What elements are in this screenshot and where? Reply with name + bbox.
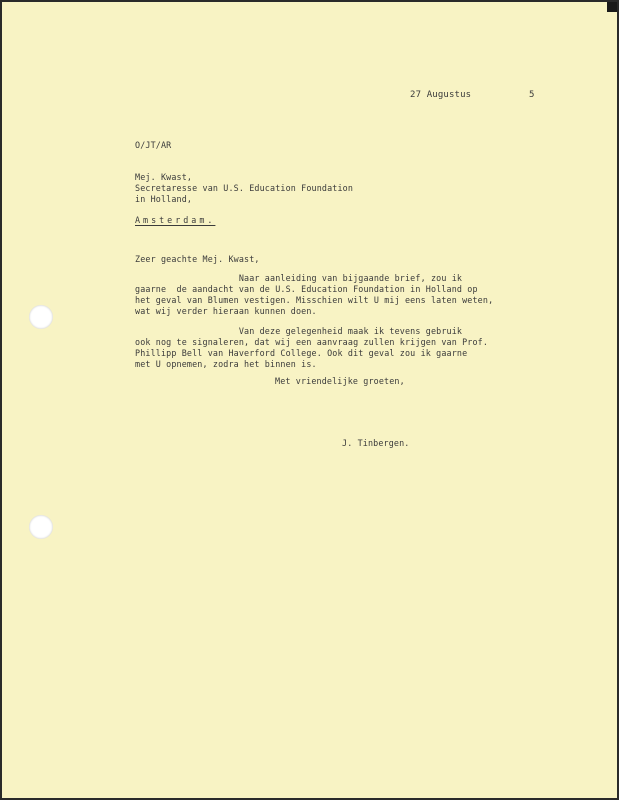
signature: J. Tinbergen. <box>342 438 410 448</box>
letter-date: 27 Augustus <box>410 90 472 100</box>
text-line: met U opnemen, zodra het binnen is. <box>135 359 317 369</box>
page-number: 5 <box>529 90 535 100</box>
text-line: Naar aanleiding van bijgaande brief, zou ik <box>135 273 463 283</box>
text-line: Phillipp Bell van Haverford College. Ook dit geval zou ik gaarne <box>135 348 468 358</box>
recipient-city: Amsterdam. <box>135 215 216 225</box>
punch-hole-bottom <box>29 515 53 539</box>
salutation: Zeer geachte Mej. Kwast, <box>135 254 260 264</box>
punch-hole-top <box>29 305 53 329</box>
recipient-address <box>135 172 353 205</box>
text-line: wat wij verder hieraan kunnen doen. <box>135 306 317 316</box>
text-line: Van deze gelegenheid maak ik tevens gebruik <box>135 326 463 336</box>
text-line: het geval van Blumen vestigen. Misschien wilt U mij eens laten weten, <box>135 295 494 305</box>
scan-corner-mark <box>607 2 617 12</box>
reference-code: O/JT/AR <box>135 140 172 150</box>
address-line: in Holland, <box>135 194 193 204</box>
text-line: ook nog te signaleren, dat wij een aanvraag zullen krijgen van Prof. <box>135 337 489 347</box>
address-line: Secretaresse van U.S. Education Foundation <box>135 183 354 193</box>
body-paragraph-1 <box>135 273 493 317</box>
address-line: Mej. Kwast, <box>135 172 193 182</box>
closing: Met vriendelijke groeten, <box>275 376 405 386</box>
text-line: gaarne de aandacht van de U.S. Education Foundation in Holland op <box>135 284 478 294</box>
body-paragraph-2 <box>135 326 488 370</box>
